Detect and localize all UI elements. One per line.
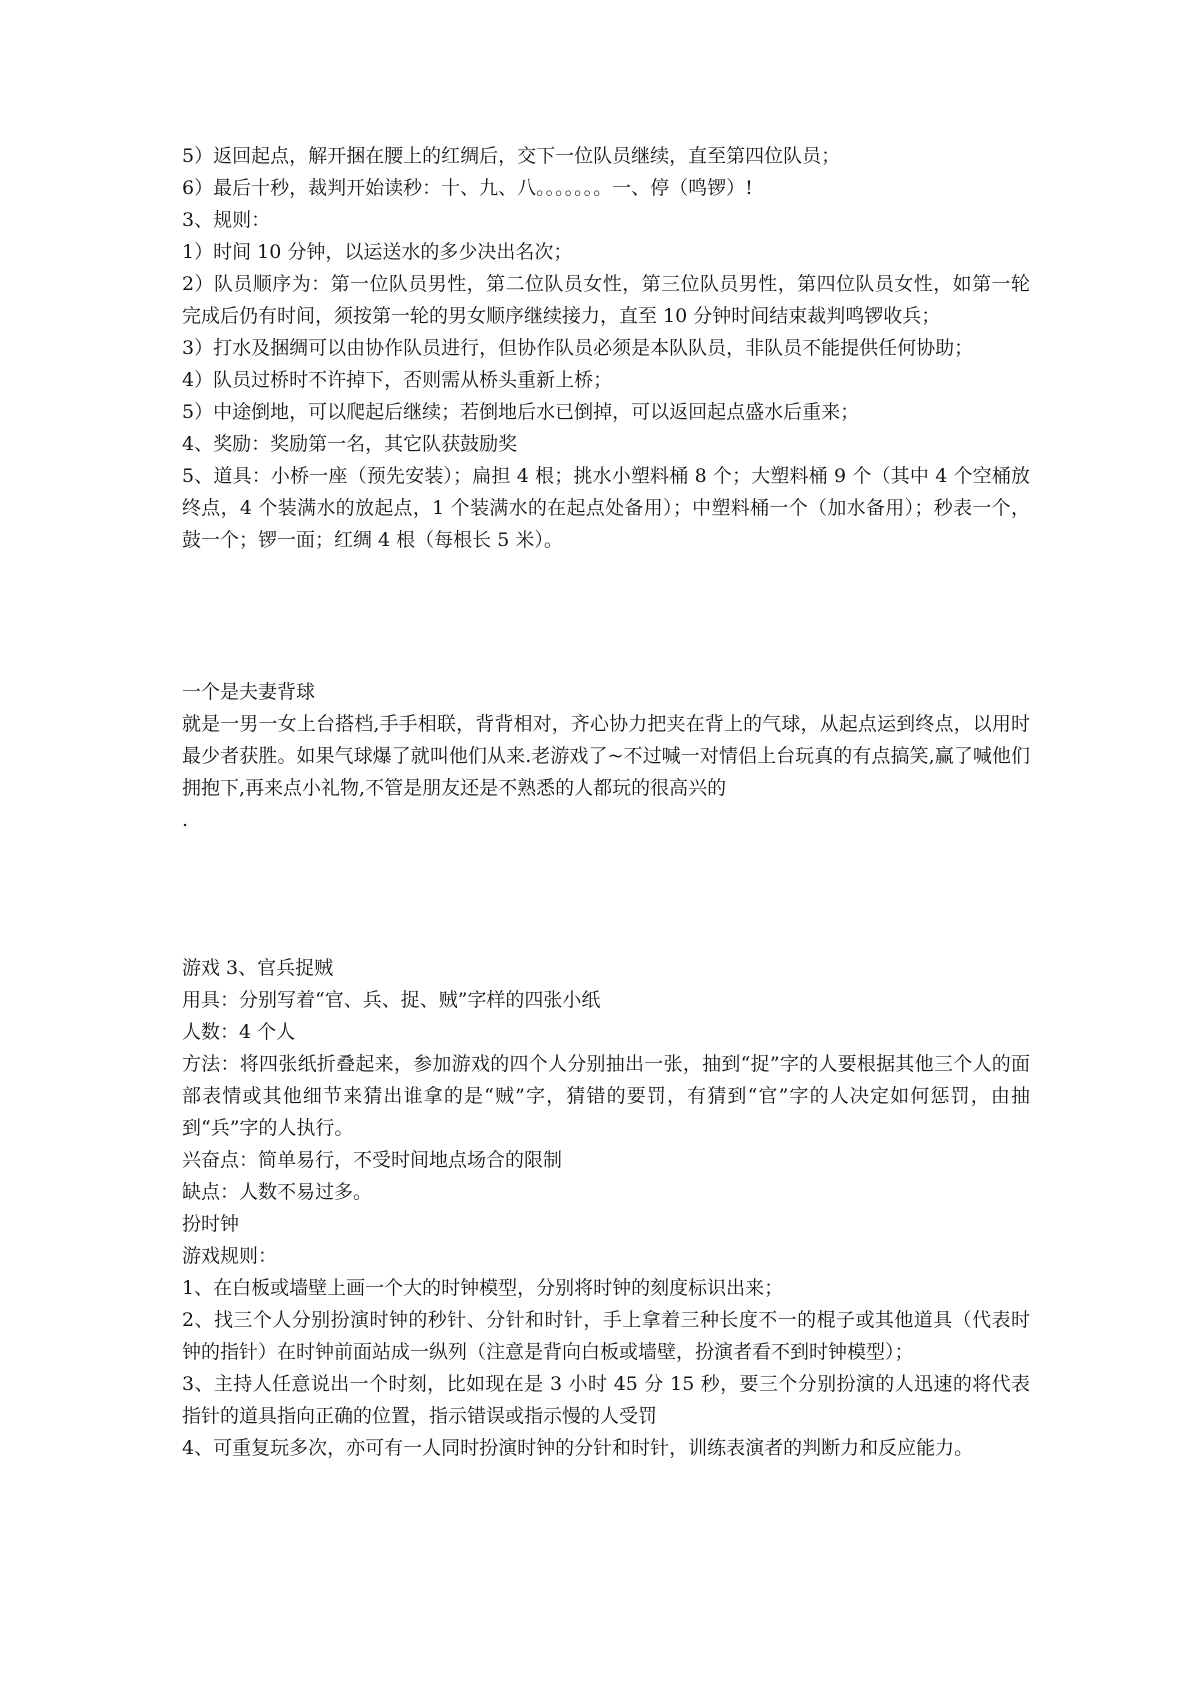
reward-text: 4、奖励：奖励第一名，其它队获鼓励奖 xyxy=(182,433,518,455)
rule-3-text: 3）打水及捆绸可以由协作队员进行，但协作队员必须是本队队员，非队员不能提供任何协助； xyxy=(182,337,974,359)
rules-heading: 3、规则： xyxy=(182,209,271,231)
trailing-dot: . xyxy=(182,809,189,831)
section-spacer xyxy=(182,836,1030,952)
rule-4-text: 4）队员过桥时不许掉下，否则需从桥头重新上桥； xyxy=(182,369,613,391)
rule-2-text: 2）队员顺序为：第一位队员男性，第二位队员女性，第三位队员男性，第四位队员女性，如第一轮完成后仍有时间，须按第一轮的男女顺序继续接力，直至 10 分钟时间结束裁判鸣锣收兵； xyxy=(182,273,1030,327)
rule-5-text: 5）中途倒地，可以爬起后继续；若倒地后水已倒掉，可以返回起点盛水后重来； xyxy=(182,401,860,423)
game-3-tools: 用具：分别写着“官、兵、捉、贼”字样的四张小纸 xyxy=(182,989,601,1011)
step-5-text: 5）返回起点，解开捆在腰上的红绸后，交下一位队员继续，直至第四位队员； xyxy=(182,145,841,167)
clock-rule-1: 1、在白板或墙壁上画一个大的时钟模型，分别将时钟的刻度标识出来； xyxy=(182,1277,784,1299)
clock-rule-2: 2、找三个人分别扮演时钟的秒针、分针和时针，手上拿着三种长度不一的棍子或其他道具（代表时钟的指针）在时钟前面站成一纵列（注意是背向白板或墙壁，扮演者看不到时钟模型）； xyxy=(182,1309,1030,1363)
step-6-text: 6）最后十秒，裁判开始读秒：十、九、八。。。。。。。一、停（鸣锣）! xyxy=(182,177,753,199)
document-body xyxy=(182,140,1030,1464)
props-text: 5、道具：小桥一座（预先安装）；扁担 4 根；挑水小塑料桶 8 个；大塑料桶 9 个（其中 4 个空桶放终点，4 个装满水的放起点，1 个装满水的在起点处备用）；中塑料桶一个（加水备用）；秒表一个，鼓一个；锣一面；红绸 4 根（每根长 5 米）。 xyxy=(182,465,1030,551)
game-3-title: 游戏 3、官兵捉贼 xyxy=(182,957,334,979)
clock-rule-4: 4、可重复玩多次，亦可有一人同时扮演时钟的分针和时针，训练表演者的判断力和反应能力。 xyxy=(182,1437,974,1459)
game-3-drawback: 缺点：人数不易过多。 xyxy=(182,1181,373,1203)
game-3-method: 方法：将四张纸折叠起来，参加游戏的四个人分别抽出一张，抽到“捉”字的人要根据其他三个人的面部表情或其他细节来猜出谁拿的是“贼”字，猜错的要罚，有猜到“官”字的人决定如何惩罚，由抽到“兵”字的人执行。 xyxy=(182,1053,1030,1139)
clock-game-rules-heading: 游戏规则： xyxy=(182,1245,278,1267)
clock-game-title: 扮时钟 xyxy=(182,1213,240,1235)
section-spacer xyxy=(182,556,1030,676)
couple-balloon-body: 就是一男一女上台搭档,手手相联，背背相对，齐心协力把夹在背上的气球，从起点运到终点，以用时最少者获胜。如果气球爆了就叫他们从来.老游戏了~不过喊一对情侣上台玩真的有点搞笑,赢了喊他们拥抱下,再来点小礼物,不管是朋友还是不熟悉的人都玩的很高兴的 xyxy=(182,713,1030,799)
game-3-players: 人数：4 个人 xyxy=(182,1021,296,1043)
clock-rule-3: 3、主持人任意说出一个时刻，比如现在是 3 小时 45 分 15 秒，要三个分别扮演的人迅速的将代表指针的道具指向正确的位置，指示错误或指示慢的人受罚 xyxy=(182,1373,1030,1427)
couple-balloon-title: 一个是夫妻背球 xyxy=(182,681,316,703)
game-3-highlight: 兴奋点：简单易行，不受时间地点场合的限制 xyxy=(182,1149,563,1171)
rule-1-text: 1）时间 10 分钟，以运送水的多少决出名次； xyxy=(182,241,573,263)
